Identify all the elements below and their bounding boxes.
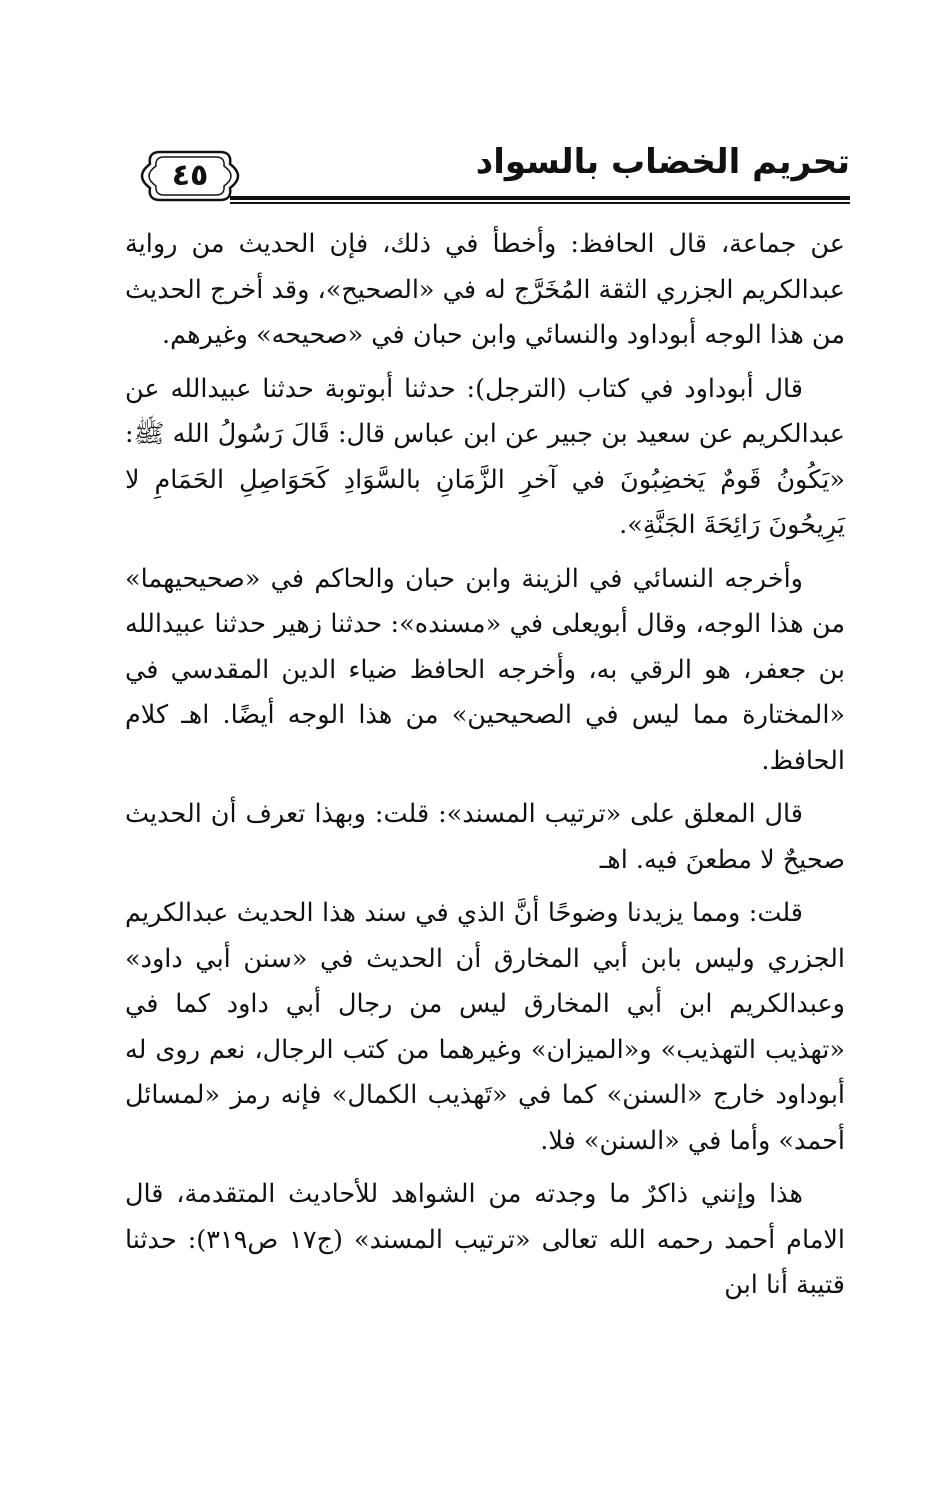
page-number-badge [138,144,242,208]
paragraph-2: قال أبوداود في كتاب (الترجل): حدثنا أبوتوبة حدثنا عبيدالله عن عبدالكريم عن سعيد بن جبير عن ابن عباس قال: قَالَ رَسُولُ الله ﷺ: «يَكُونُ قَومٌ يَخضِبُونَ في آخرِ الزَّمَانِ بالسَّوَادِ كَحَوَاصِلِ الحَمَامِ لا يَرِيحُونَ رَائِحَةَ الجَنَّةِ». [125,373,845,540]
paragraph-3: وأخرجه النسائي في الزينة وابن حبان والحاكم في «صحيحيهما» من هذا الوجه، وقال أبويعلى في «مسنده»: حدثنا زهير حدثنا عبيدالله بن جعفر، هو الرقي به، وأخرجه الحافظ ضياء الدين المقدسي في «المختارة مما ليس في الصحيحين» من هذا الوجه أيضًا. اهـ كلام الحافظ. [125,563,845,776]
page-number: ٤٥ [171,158,209,193]
paragraph-5: قلت: ومما يزيدنا وضوحًا أنَّ الذي في سند هذا الحديث عبدالكريم الجزري وليس بابن أبي المخارق أن الحديث في «سنن أبي داود» وعبدالكريم ابن أبي المخارق ليس من رجال أبي داود كما في «تهذيب التهذيب» و«الميزان» وغيرهما من كتب الرجال، نعم روى له أبوداود خارج «السنن» كما في «تَهذيب الكمال» فإنه رمز «لمسائل أحمد» وأما في «السنن» فلا. [125,898,845,1156]
running-title: تحريم الخضاب بالسواد [475,142,850,182]
paragraph-1: عن جماعة، قال الحافظ: وأخطأ في ذلك، فإن الحديث من رواية عبدالكريم الجزري الثقة المُخَرَّج له في «الصحيح»، وقد أخرج الحديث من هذا الوجه أبوداود والنسائي وابن حبان في «صحيحه» وغيرهم. [125,229,845,350]
body-text [125,222,845,1317]
paragraph-6: هذا وإنني ذاكرٌ ما وجدته من الشواهد للأحاديث المتقدمة، قال الامام أحمد رحمه الله تعالى «ترتيب المسند» (ج١٧ ص٣١٩): حدثنا قتيبة أنا ابن [125,1179,846,1300]
paragraph-4: قال المعلق على «ترتيب المسند»: قلت: وبهذا تعرف أن الحديث صحيحٌ لا مطعنَ فيه. اهـ [125,799,845,875]
page-header [120,140,850,210]
header-rule-thin [230,202,850,204]
header-rule [230,196,850,200]
